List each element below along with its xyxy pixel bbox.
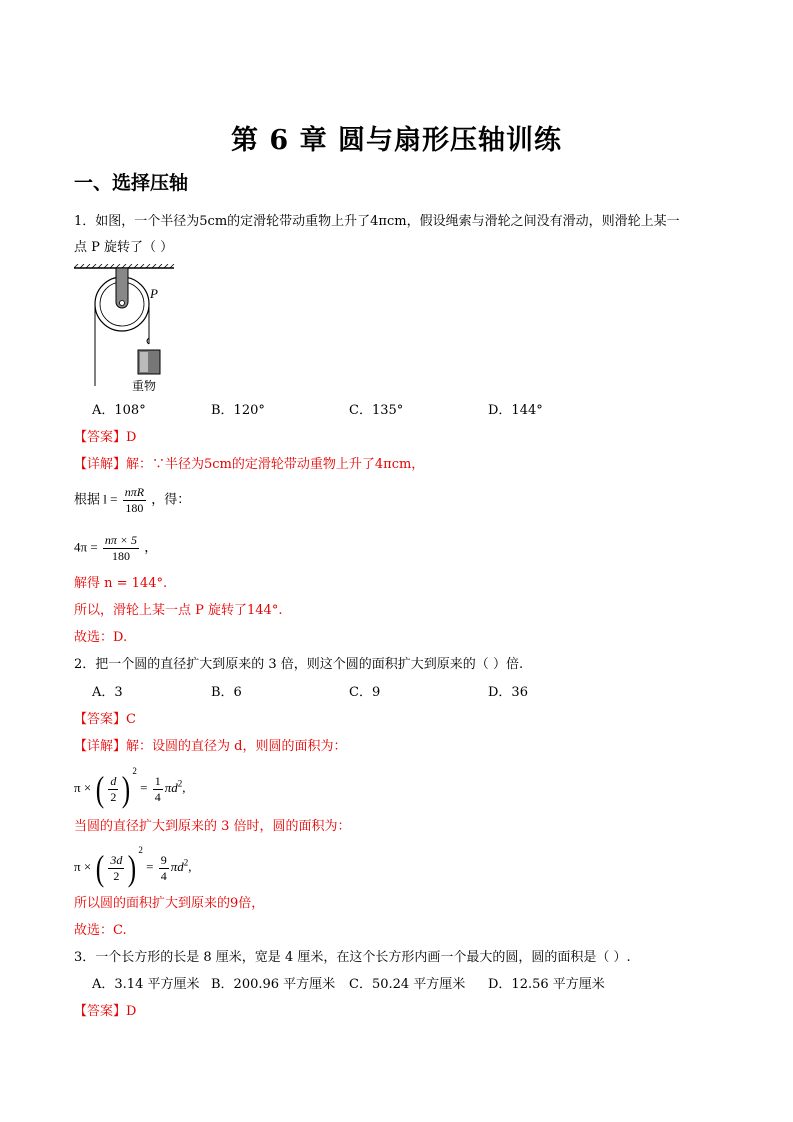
q3-option-d: D．12.56 平方厘米 — [488, 977, 605, 992]
q1-option-b: B．120° — [211, 403, 265, 418]
q2-formula-2-pi: π × — [74, 859, 92, 874]
q2-formula-1-end: , — [182, 780, 186, 795]
q2-formula-2-exponent: 2 — [138, 845, 143, 855]
q1-detail-line1: 【详解】解：∵半径为5cm的定滑轮带动重物上升了4πcm， — [74, 457, 425, 472]
q3-answer: 【答案】D — [74, 1004, 137, 1019]
q1-option-c: C．135° — [349, 403, 404, 418]
q2-detail-line1: 【详解】解：设圆的直径为 d，则圆的面积为： — [74, 739, 347, 754]
q1-stem-line1: 1．如图，一个半径为5cm的定滑轮带动重物上升了4πcm，假设绳索与滑轮之间没有滑动，则滑轮上某一 — [74, 214, 680, 229]
q3-option-a: A．3.14 平方厘米 — [92, 977, 200, 992]
q1-stem-line2: 点 P 旋转了（ ） — [74, 240, 174, 255]
weight-highlight — [140, 352, 148, 372]
pulley-figure — [74, 264, 184, 394]
q2-formula-2-tail-exp: 2 — [183, 857, 189, 868]
q2-formula-2-coef-den: 4 — [160, 868, 167, 883]
q1-formula-1-numerator: nπR — [124, 485, 145, 499]
q2-formula-2-equals: = — [146, 859, 154, 874]
q2-formula-1-coef-num: 1 — [154, 773, 161, 788]
q2-formula-1-coefficient — [153, 774, 163, 805]
q1-detail-line4: 解得 n = 144°. — [74, 576, 168, 591]
q1-formula-2-fraction — [103, 533, 139, 564]
q2-formula-1-lparen: ( — [96, 769, 105, 810]
q1-formula-2-denominator: 180 — [111, 549, 130, 563]
q1-formula-1-prefix: 根据 l = — [74, 491, 118, 507]
q3-option-c: C．50.24 平方厘米 — [349, 977, 466, 992]
q2-formula-1-fraction — [108, 774, 118, 805]
q2-formula-1-coef-den: 4 — [154, 789, 161, 804]
q1-formula-1-fraction — [123, 485, 146, 516]
q2-formula-1-rparen: ) — [122, 769, 131, 810]
q1-option-d: D．144° — [488, 403, 543, 418]
q1-formula-2-prefix: 4π = — [74, 539, 98, 555]
q1-formula-1 — [74, 485, 190, 516]
q1-formula-1-denominator: 180 — [125, 501, 144, 515]
page-title: 第 6 章 圆与扇形压轴训练 — [231, 125, 562, 156]
q1-detail-line6: 故选：D. — [74, 630, 128, 645]
q3-option-b: B．200.96 平方厘米 — [211, 977, 336, 992]
label-weight: 重物 — [132, 379, 157, 393]
pulley-axle — [120, 301, 125, 306]
q2-formula-2-coef-num: 9 — [160, 852, 167, 867]
q2-stem: 2．把一个圆的直径扩大到原来的 3 倍，则这个圆的面积扩大到原来的（ ）倍. — [74, 657, 524, 672]
q1-answer: 【答案】D — [74, 430, 137, 445]
q3-stem: 3．一个长方形的长是 8 厘米，宽是 4 厘米，在这个长方形内画一个最大的圆，圆的面积是（ ）. — [74, 950, 631, 965]
q2-formula-1-numerator: d — [110, 773, 117, 788]
q2-detail-line3: 所以圆的面积扩大到原来的9倍， — [74, 896, 265, 911]
q2-formula-2 — [74, 845, 192, 889]
q2-option-d: D．36 — [488, 685, 528, 700]
q2-option-b: B．6 — [211, 685, 242, 700]
q2-formula-1-denominator: 2 — [110, 789, 117, 804]
label-p: P — [150, 286, 158, 301]
q2-formula-1-pi: π × — [74, 780, 92, 795]
q2-formula-2-lparen: ( — [96, 848, 105, 889]
section-heading: 一、选择压轴 — [74, 172, 189, 194]
q2-formula-2-numerator: 3d — [110, 852, 123, 867]
q1-option-a: A．108° — [92, 403, 146, 418]
q2-formula-2-rparen: ) — [128, 848, 137, 889]
q1-detail-line5: 所以，滑轮上某一点 P 旋转了144°. — [74, 603, 283, 618]
q1-formula-2-numerator: nπ × 5 — [104, 533, 138, 547]
q2-detail-line4: 故选：C. — [74, 923, 127, 938]
q2-formula-1-tail: πd — [164, 780, 178, 795]
q1-formula-2-suffix: ， — [144, 539, 158, 555]
q2-formula-1 — [74, 766, 186, 810]
q2-option-a: A．3 — [92, 685, 123, 700]
q2-formula-2-end: , — [188, 859, 192, 874]
q2-detail-line2: 当圆的直径扩大到原来的 3 倍时，圆的面积为： — [74, 819, 351, 834]
q2-formula-2-coefficient — [159, 853, 169, 884]
q2-answer: 【答案】C — [74, 712, 136, 727]
q1-formula-1-suffix: ，得： — [151, 491, 191, 507]
q1-formula-2 — [74, 533, 157, 564]
q2-option-c: C．9 — [349, 685, 381, 700]
q2-formula-2-tail: πd — [170, 859, 184, 874]
q2-formula-1-exponent: 2 — [132, 766, 137, 776]
q2-formula-2-denominator: 2 — [113, 868, 120, 883]
q2-formula-1-tail-exp: 2 — [177, 778, 183, 789]
q2-formula-1-equals: = — [140, 780, 148, 795]
q2-formula-2-fraction — [108, 853, 124, 884]
